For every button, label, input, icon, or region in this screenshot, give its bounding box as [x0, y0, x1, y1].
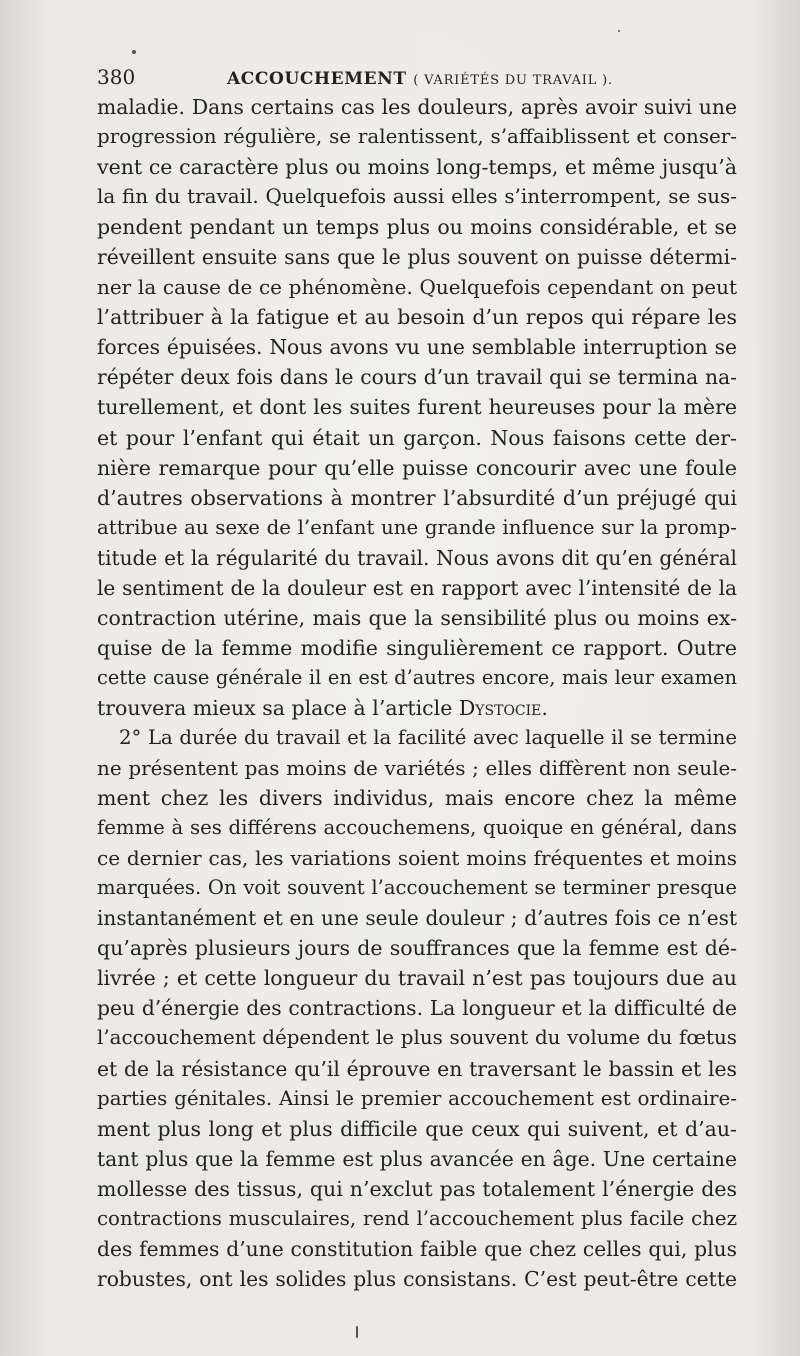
text-line: réveillent ensuite sans que le plus souvent on puisse détermi- — [97, 245, 737, 270]
page-number: 380 — [97, 65, 136, 89]
text-line: maladie. Dans certains cas les douleurs, après avoir suivi une — [97, 95, 737, 119]
text-line: femme à ses différens accouchemens, quoique en général, dans — [97, 816, 737, 840]
running-head — [227, 62, 613, 96]
text-line: ne présentent pas moins de variétés ; elles diffèrent non seule- — [97, 756, 737, 781]
text-line: contraction utérine, mais que la sensibilité plus ou moins ex- — [97, 605, 737, 630]
text-line: parties génitales. Ainsi le premier accouchement est ordinaire- — [97, 1086, 737, 1110]
cross-reference: Dystocie — [458, 695, 542, 720]
text-line: nière remarque pour qu’elle puisse concourir avec une foule — [97, 455, 737, 480]
text-line: l’attribuer à la fatigue et au besoin d’un repos qui répare les — [97, 305, 737, 330]
text-line: mollesse des tissus, qui n’exclut pas totalement l’énergie des — [97, 1176, 737, 1201]
text-line: pendent pendant un temps plus ou moins considérable, et se — [97, 215, 737, 240]
paper-speck — [132, 50, 136, 54]
text-line: ce dernier cas, les variations soient moins fréquentes et moins — [97, 846, 737, 871]
text-line: quise de la femme modifie singulièrement ce rapport. Outre — [97, 635, 737, 660]
text-line: peu d’énergie des contractions. La longueur et la difficulté de — [97, 996, 737, 1021]
text-line: instantanément et en une seule douleur ; d’autres fois ce n’est — [97, 906, 737, 931]
paragraph-2 — [97, 723, 737, 1294]
text-line: ment plus long et plus difficile que ceux qui suivent, et d’au- — [97, 1116, 737, 1141]
text-line: titude et la régularité du travail. Nous avons dit qu’en général — [97, 545, 737, 570]
paper-speck — [618, 30, 620, 32]
text-line: et pour l’enfant qui était un garçon. Nous faisons cette der- — [97, 425, 737, 450]
text-line: contractions musculaires, rend l’accouchement plus facile chez — [97, 1206, 737, 1230]
text-line: turellement, et dont les suites furent heureuses pour la mère — [97, 395, 737, 420]
text-line: qu’après plusieurs jours de souffrances que la femme est dé- — [97, 936, 737, 961]
text-line: et de la résistance qu’il éprouve en traversant le bassin et les — [97, 1056, 737, 1081]
running-head-title: ACCOUCHEMENT — [227, 69, 407, 89]
text-line: des femmes d’une constitution faible que chez celles qui, plus — [97, 1236, 737, 1261]
text-line: tant plus que la femme est plus avancée en âge. Une certaine — [97, 1146, 737, 1171]
text-line: l’accouchement dépendent le plus souvent du volume du fœtus — [97, 1026, 737, 1050]
body-text — [97, 92, 737, 1294]
text-line: d’autres observations à montrer l’absurdité d’un préjugé qui — [97, 485, 737, 510]
text-line-first: 2° La durée du travail et la facilité avec laquelle il se termine — [119, 725, 737, 749]
paper-speck — [356, 1326, 358, 1338]
text-line-last — [97, 693, 737, 723]
text-fragment: trouvera mieux sa place à l’article — [97, 695, 459, 720]
text-line: livrée ; et cette longueur du travail n’est pas toujours due au — [97, 966, 737, 991]
text-line: progression régulière, se ralentissent, s’affaiblissent et conser- — [97, 125, 737, 149]
text-line: ment chez les divers individus, mais encore chez la même — [97, 786, 737, 811]
text-line: cette cause générale il en est d’autres encore, mais leur examen — [97, 665, 737, 689]
running-head-subtitle: ( VARIÉTÉS DU TRAVAIL ). — [413, 73, 613, 88]
text-line: marquées. On voit souvent l’accouchement se terminer presque — [97, 876, 737, 900]
text-line: robustes, ont les solides plus consistans. C’est peut-être cette — [97, 1266, 737, 1291]
text-line: ner la cause de ce phénomène. Quelquefois cependant on peut — [97, 275, 737, 300]
text-line: attribue au sexe de l’enfant une grande influence sur la promp- — [97, 515, 737, 539]
text-line: répéter deux fois dans le cours d’un travail qui se termina na- — [97, 365, 737, 390]
page-header — [97, 62, 733, 92]
paragraph-1 — [97, 92, 737, 723]
text-fragment: . — [541, 695, 548, 720]
text-line: forces épuisées. Nous avons vu une semblable interruption se — [97, 335, 737, 360]
text-line: vent ce caractère plus ou moins long-temps, et même jusqu’à — [97, 155, 737, 180]
text-line: la fin du travail. Quelquefois aussi elles s’interrompent, se sus- — [97, 185, 737, 209]
text-line: le sentiment de la douleur est en rapport avec l’intensité de la — [97, 575, 737, 600]
